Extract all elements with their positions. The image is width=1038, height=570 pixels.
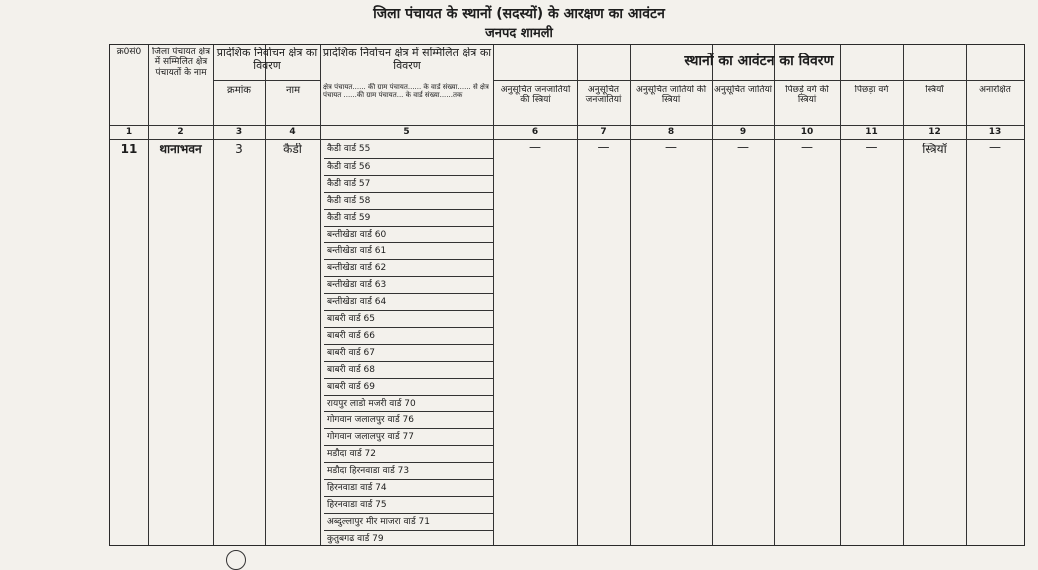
col-number: 10 <box>800 127 814 137</box>
col-number: 12 <box>928 127 941 137</box>
reservation-table <box>109 44 1025 546</box>
ward-item: कैडी वार्ड 58 <box>324 192 494 209</box>
ward-item: कैडी वार्ड 59 <box>324 209 494 226</box>
row-sc: — <box>737 141 749 154</box>
header-st: अनुसूचित जनजातियां <box>585 85 622 106</box>
header-sno: क्र0सं0 <box>116 47 142 57</box>
header-ward-range: क्षेत्र पंचायत...... की ग्राम पंचायत...... के वार्ड संख्या...... से क्षेत्र पंचायत ......की ग्राम पंचायत... के वार्ड संख्या......तक <box>323 83 489 100</box>
header-st-women: अनुसूचित जनजातियों की स्त्रियां <box>500 85 571 106</box>
row-obc: — <box>865 141 878 154</box>
row-kramank: 3 <box>235 143 243 156</box>
ward-item: हिरनवाडा वार्ड 75 <box>324 496 494 513</box>
ward-item: हिरनवाडा वार्ड 74 <box>324 479 494 496</box>
row-panchayat: थानाभवन <box>159 143 202 156</box>
ward-item: बन्तीखेडा वार्ड 63 <box>324 276 494 293</box>
ward-item: मडौदा वार्ड 72 <box>324 445 494 462</box>
header-panchayat: जिला पंचायत क्षेत्र में सम्मिलित क्षेत्र पंचायतों के नाम <box>151 47 211 78</box>
ward-item: अब्दुल्लापुर मीर माजरा वार्ड 71 <box>324 513 494 530</box>
ward-item: बाबरी वार्ड 67 <box>324 344 494 361</box>
col-number: 7 <box>600 127 607 137</box>
header-region-detail: प्रादेशिक निर्वाचन क्षेत्र का विवरण <box>216 47 318 72</box>
ward-item: बाबरी वार्ड 69 <box>324 378 494 395</box>
page-mark <box>226 550 246 570</box>
row-unreserved: — <box>989 141 1001 154</box>
col-number: 2 <box>177 127 184 137</box>
col-number: 1 <box>125 127 133 137</box>
col-number: 13 <box>988 127 1002 137</box>
ward-item: बाबरी वार्ड 66 <box>324 327 494 344</box>
col-number: 5 <box>403 127 410 137</box>
header-obc-women: पिछड़े वर्ग की स्त्रियां <box>785 85 829 106</box>
ward-item: रायपुर लाडो मजरी वार्ड 70 <box>324 395 494 412</box>
header-women: स्त्रियॉ <box>925 85 944 95</box>
row-women: स्त्रियॉ <box>922 143 947 156</box>
ward-item: कैडी वार्ड 55 <box>327 144 371 154</box>
row-sno: 11 <box>120 143 138 156</box>
row-obc-women: — <box>801 141 813 154</box>
document-subtitle: जनपद शामली <box>485 26 553 41</box>
header-naam: नाम <box>285 85 301 96</box>
col-number: 6 <box>531 127 539 137</box>
ward-item: बन्तीखेडा वार्ड 64 <box>324 293 494 310</box>
ward-item: गोगवान जलालपुर वार्ड 77 <box>324 428 494 445</box>
col-number: 3 <box>235 127 243 137</box>
ward-item: कुतुबगढ वार्ड 79 <box>324 530 494 547</box>
ward-item: बन्तीखेडा वार्ड 61 <box>324 242 494 259</box>
header-unreserved: अनारक्षित <box>979 85 1011 95</box>
header-obc: पिछड़ा वर्ग <box>854 85 889 95</box>
header-sc: अनुसूचित जातियां <box>713 85 772 95</box>
row-st-women: — <box>529 141 541 154</box>
header-included-area: प्रादेशिक निर्वाचन क्षेत्र में सम्मिलित क्षेत्र का विवरण <box>322 47 492 72</box>
header-sc-women: अनुसूचित जातियों की स्त्रियां <box>635 85 707 106</box>
ward-item: बन्तीखेडा वार्ड 60 <box>324 226 494 243</box>
header-kramank: क्रमांक <box>227 85 251 96</box>
col-number: 11 <box>865 127 878 137</box>
col-number: 9 <box>739 127 747 137</box>
ward-item: कैडी वार्ड 56 <box>324 158 494 175</box>
ward-item: बाबरी वार्ड 68 <box>324 361 494 378</box>
row-naam: कैडी <box>283 143 302 156</box>
ward-item: मडौदा हिरनवाडा वार्ड 73 <box>324 462 494 479</box>
col-number: 4 <box>289 127 296 137</box>
row-st: — <box>597 141 610 154</box>
col-number: 8 <box>667 127 675 137</box>
ward-item: कैडी वार्ड 57 <box>324 175 494 192</box>
ward-item: बाबरी वार्ड 65 <box>324 310 494 327</box>
ward-item: बन्तीखेडा वार्ड 62 <box>324 259 494 276</box>
ward-item: गोगवान जलालपुर वार्ड 76 <box>324 411 494 428</box>
row-sc-women: — <box>665 141 677 154</box>
header-allocation: स्थानों का आवंटन का विवरण <box>684 53 834 69</box>
document-title: जिला पंचायत के स्थानों (सदस्यों) के आरक्षण का आवंटन <box>373 6 665 22</box>
